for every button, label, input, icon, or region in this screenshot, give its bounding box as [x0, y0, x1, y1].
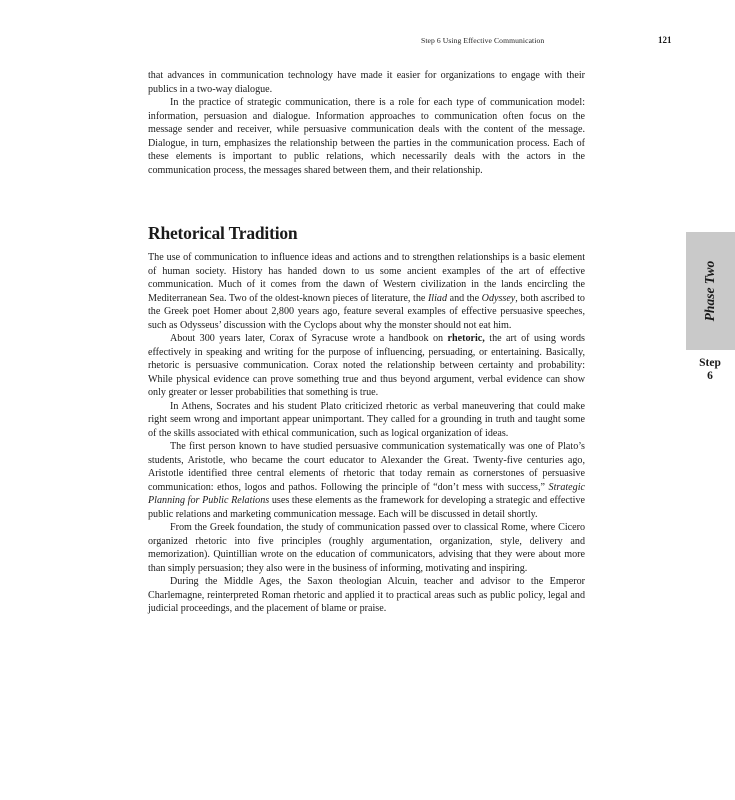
paragraph-homer	[148, 251, 585, 332]
intro-paragraph-2: In the practice of strategic communication, there is a role for each type of communication model: information, persuasion and dialogue. Information approaches to communication often focus on the message sender and receiver, while persuasive communication deals with the content of the message. Dialogue, in turn, emphasizes the relationship between the parties in the communication process. Each of these elements is important to public relations, which necessarily deals with the actors in the communication process, the messages shared between them, and their relationship.	[148, 97, 585, 176]
paragraph-homer-text-c: , both ascribed to the Greek poet Homer about 2,800 years ago, feature several examples of effective persuasive speeches, such as Odysseus’ discussion with the Cyclops about why the monster should not eat him.	[148, 292, 585, 331]
step-number: 6	[707, 370, 713, 382]
key-term-rhetoric: rhetoric,	[447, 333, 485, 344]
intro-paragraph-1: that advances in communication technology have made it easier for organizations to engage with their publics in a two-way dialogue.	[148, 70, 585, 95]
title-odyssey: Odyssey	[481, 292, 516, 304]
paragraph-athens: In Athens, Socrates and his student Plato criticized rhetoric as verbal maneuvering that could make right seem wrong and important appear unimportant. They called for a grounding in truth and taught some of the skills associated with ethical communication, such as logical organization of ideas.	[148, 400, 585, 439]
running-head: Step 6 Using Effective Communication	[421, 36, 545, 45]
paragraph-corax	[148, 332, 585, 400]
phase-label: Phase Two	[702, 260, 717, 322]
paragraph-middle-ages: During the Middle Ages, the Saxon theologian Alcuin, teacher and advisor to the Emperor Charlemagne, reinterpreted Roman rhetoric and applied it to practical areas such as public policy, legal and judicial proceedings, and the placement of blame or praise.	[148, 576, 585, 614]
paragraph-rome: From the Greek foundation, the study of communication passed over to classical Rome, where Cicero organized rhetoric into five principles (roughly argumentation, organization, style, delivery and memorization). Quintillian wrote on the education of communicators, advising that they were about more than simply persuasion; they also were in the business of informing, motivating and inspiring.	[148, 522, 585, 574]
title-book: Strategic Planning for Public Relations	[148, 481, 585, 506]
title-iliad: Iliad	[427, 292, 448, 304]
intro-text	[148, 69, 585, 177]
paragraph-corax-text-b: the art of using words effectively in speaking and writing for the purpose of influencing, persuading, or entertaining. Basically, rhetoric is persuasive communication. Corax noted the relationship between certainty and probability: While physical evidence can prove something true and thus beyond argument, verbal evidence can show only greater or lesser probabilities that something is true.	[148, 333, 585, 398]
paragraph-aristotle	[148, 440, 585, 521]
page-number: 121	[658, 35, 672, 45]
step-label: Step	[699, 357, 721, 369]
paragraph-homer-text-b: and the	[447, 292, 482, 304]
paragraph-aristotle-text-b: uses these elements as the framework for developing a strategic and effective public relations and marketing communication message. Each will be discussed in detail shortly.	[148, 495, 585, 520]
paragraph-aristotle-text-a: The first person known to have studied persuasive communication systematically was one of Plato’s students, Aristotle, who became the court educator to Alexander the Great. Twenty-five centuries ago, Aristotle identified three central elements of rhetoric that today remain as cornerstones of persuasive communication: ethos, logos and pathos. Following the principle of “don’t mess with success,”	[148, 441, 585, 493]
section-heading: Rhetorical Tradition	[148, 223, 298, 243]
paragraph-homer-text-a: The use of communication to influence ideas and actions and to strengthen relationships is a basic element of human society. History has handed down to us some ancient examples of the art of effective communication. Much of it comes from the dawn of Western civilization in the lands encircling the Mediterranean Sea. Two of the oldest-known pieces of literature, the	[148, 252, 585, 304]
phase-tab	[686, 232, 735, 350]
step-marker	[690, 357, 730, 383]
section-body	[148, 251, 585, 616]
paragraph-corax-text-a: About 300 years later, Corax of Syracuse wrote a handbook on	[170, 333, 448, 344]
